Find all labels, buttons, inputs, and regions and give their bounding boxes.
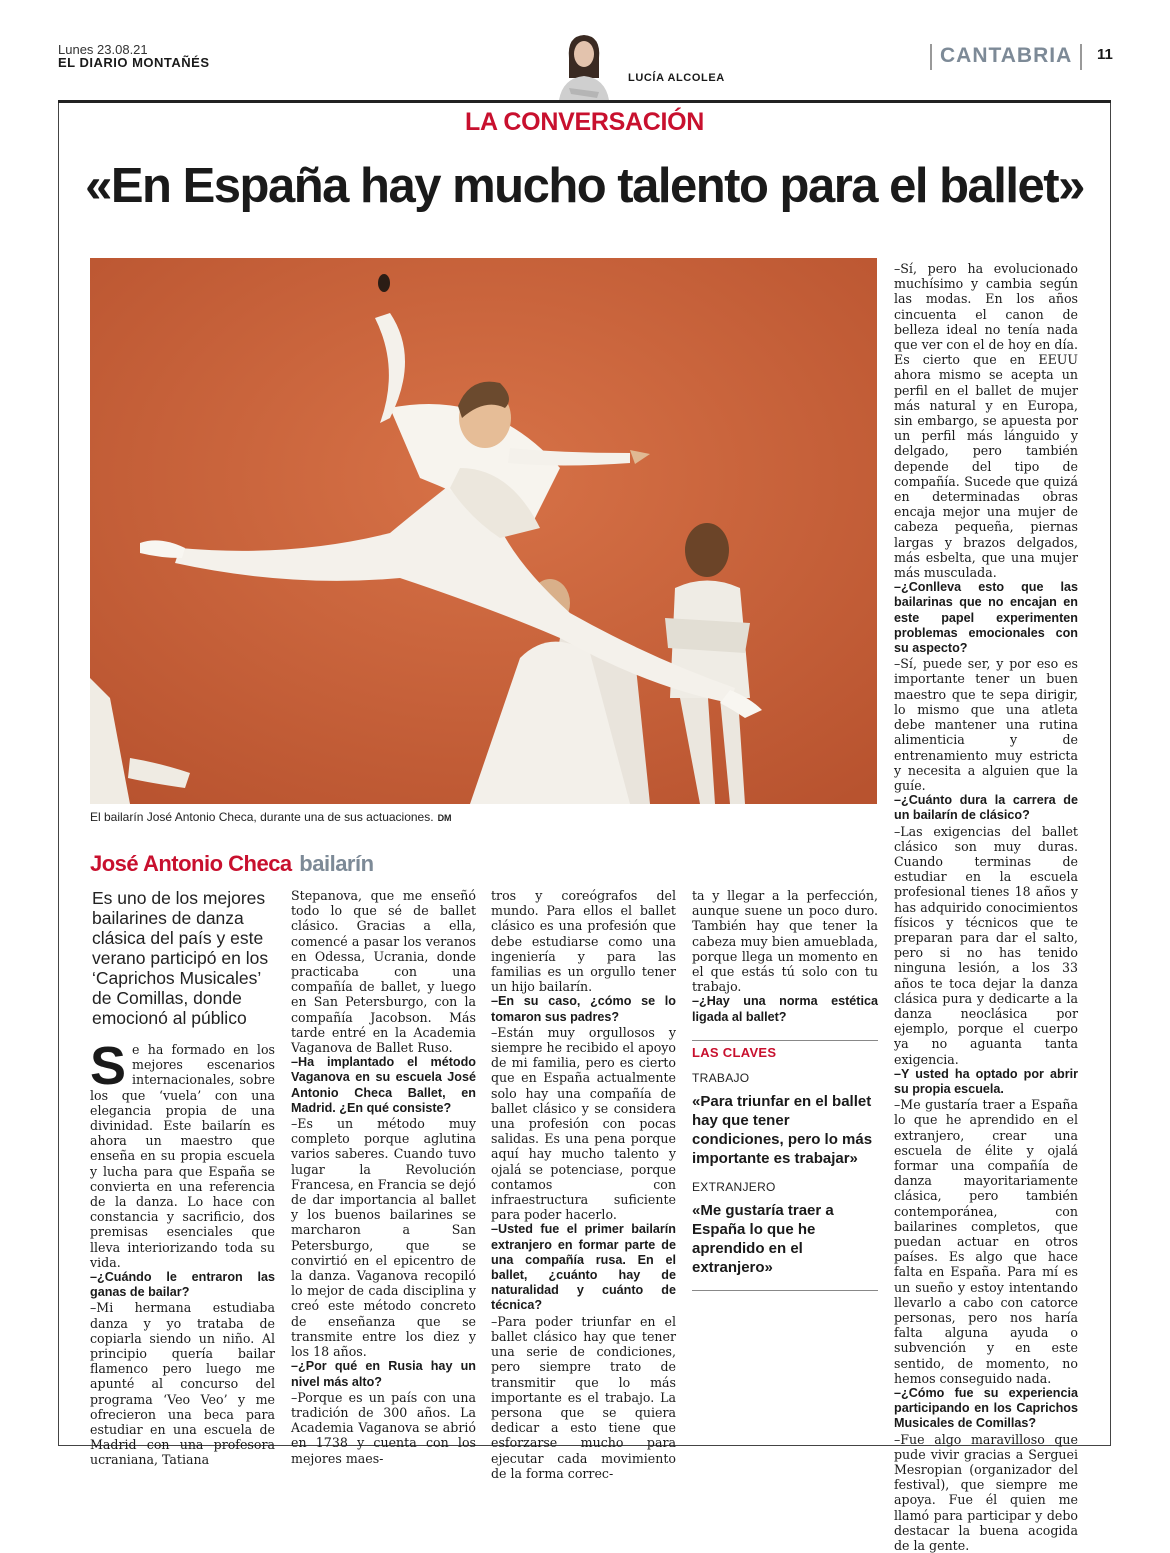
lead-paragraph: e ha formado en los mejores escenarios internacionales, sobre los que ‘vuela’ con una elegancia propia de una divinidad. Este bailarín es ahora un maestro que enseña en su propia escuela y lucha para que España se convierta en una referencia de la danza. Lo hace con constancia y sacrificio, dos premisas esenciales que lleva interiorizando toda su vida.	[90, 1042, 275, 1270]
article-kicker: LA CONVERSACIÓN	[464, 108, 705, 136]
question: –Usted fue el primer bailarín extranjero en formar parte de una compañía rusa. En el ballet, ¿cuánto hay de naturalidad y cuánto de técnica?	[491, 1222, 676, 1313]
section-divider	[1080, 44, 1082, 70]
question: –En su caso, ¿cómo se lo tomaron sus padres?	[491, 994, 676, 1024]
answer: –Porque es un país con una tradición de 300 años. La Academia Vaganova se abrió en 1738 y cuenta con los mejores maes-	[291, 1389, 476, 1466]
answer: –Las exigencias del ballet clásico son muy duras. Cuando terminas de estudiar en la escuela profesional tienes 18 años y has adquirido conocimientos físicos y técnicos que te preparan para dar el salto, pero si no has tenido ninguna lesión, a los 33 años te toca dejar la danza clásica pura y dedicarte a la danza neoclásica por ejemplo, porque el cuerpo ya no aguanta tanta exigencia.	[894, 823, 1078, 1067]
photo-credit: DM	[437, 813, 452, 823]
answer: –Me gustaría traer a España lo que he aprendido en el extranjero, crear una escuela de élite y ojalá formar una compañía de danza mayoritariamente clásica, pero también contemporánea, con bailarines completos, que puedan actuar en otros países. Es algo que hace falta en España. Para mí es un sueño y estoy intentando llevarlo a cabo con catorce personas, pero nos haría falta alguna ayuda o subvención y en este sentido, de momento, no hemos conseguido nada.	[894, 1097, 1078, 1386]
photo-caption	[90, 810, 877, 824]
question: –¿Cuánto dura la carrera de un bailarín de clásico?	[894, 793, 1078, 823]
section-divider	[930, 44, 932, 70]
body-column-3	[491, 888, 676, 1481]
clave-quote: «Me gustaría traer a España lo que he aprendido en el extranjero»	[692, 1202, 834, 1276]
body-column-4	[692, 888, 878, 1025]
body-column-2	[291, 888, 476, 1466]
answer: –Mi hermana estudiaba danza y yo trataba de copiarla siendo un niño. Al principio quería bailar flamenco pero luego me apunté al concurso del programa ‘Veo Veo’ y me ofrecieron una beca para estudiar en una escuela de Madrid con una profesora ucraniana, Tatiana	[90, 1300, 275, 1468]
question: –¿Conlleva esto que las bailarinas que no encajan en este papel experimenten problemas emocionales con su aspecto?	[894, 580, 1078, 656]
question: –¿Cuándo le entraron las ganas de bailar?	[90, 1270, 275, 1300]
answer: –Sí, puede ser, y por eso es importante tener un buen maestro que te sepa dirigir, lo mismo que una atleta debe mantener una rutina alimenticia y de entrenamiento muy estricta y necesita a alguien que la guíe.	[894, 656, 1078, 793]
question: –¿Por qué en Rusia hay un nivel más alto?	[291, 1359, 476, 1389]
claves-title: LAS CLAVES	[692, 1045, 777, 1060]
body-column-1	[90, 1036, 275, 1468]
clave-tag: TRABAJO	[692, 1071, 750, 1085]
clave-item	[692, 1180, 878, 1277]
newspaper-name: EL DIARIO MONTAÑÉS	[58, 55, 210, 70]
article-headline: «En España hay mucho talento para el ballet»	[85, 159, 1084, 213]
question: –Y usted ha optado por abrir su propia escuela.	[894, 1066, 1078, 1096]
answer: –Fue algo maravilloso que pude vivir gracias a Serguei Mesropian (organizador del festival), que siempre me apoya. Fue él quien me llamó para participar y debo destacar la buena acogida de la gente.	[894, 1431, 1078, 1553]
interviewee-byline	[90, 851, 374, 877]
article-photo	[90, 258, 877, 804]
question: –¿Hay una norma estética ligada al ballet?	[692, 994, 878, 1024]
body-column-5	[894, 261, 1078, 1553]
page-number: 11	[1097, 46, 1113, 63]
answer: –Para poder triunfar en el ballet clásico hay que tener una serie de condiciones, pero siempre trato de transmitir que lo más importante es el trabajo. La persona que se quiera dedicar a esto tiene que esforzarse mucho para ejecutar cada movimiento de la forma correc-	[491, 1313, 676, 1481]
issue-date: Lunes 23.08.21	[58, 42, 148, 57]
answer: –Están muy orgullosos y siempre he recibido el apoyo de mi familia, pero es cierto que en España actualmente solo hay una compañía de ballet clásico y se considera una profesión con pocas salidas. Es una pena porque aquí hay mucho talento y ojalá se potenciase, porque contamos con infraestructura suficiente para poder hacerlo.	[491, 1024, 676, 1223]
clave-tag: EXTRANJERO	[692, 1180, 776, 1194]
answer: –Es un método muy completo porque aglutina varios saberes. Cuando tuvo lugar la Revolución Francesa, en Francia se dejó de dar importancia al ballet y los buenos bailarines se marcharon a San Petersburgo, que se convirtió en el epicentro de la danza. Vaganova recopiló lo mejor de cada disciplina y creó este método concreto de enseñanza que se transmite entre los diez y los 18 años.	[291, 1116, 476, 1360]
answer: tros y coreógrafos del mundo. Para ellos el ballet clásico es una profesión que debe estudiarse como una ingeniería y para las familias es un orgullo tener un hijo bailarín.	[491, 888, 676, 995]
dropcap: S	[90, 1036, 127, 1096]
article-intro: Es uno de los mejores bailarines de danza clásica del país y este verano participó en los ‘Caprichos Musicales’ de Comillas, donde emocionó al público	[92, 888, 269, 1028]
claves-bottom-rule	[692, 1290, 878, 1291]
author-photo	[555, 30, 613, 100]
answer: ta y llegar a la perfección, aunque suene un poco duro. También hay que tener la cabeza muy bien amueblada, porque llega un momento en el que estás tú solo con tu trabajo.	[692, 888, 878, 995]
author-name: LUCÍA ALCOLEA	[628, 72, 725, 84]
interviewee-name: José Antonio Checa	[90, 851, 292, 876]
section-name: CANTABRIA	[940, 44, 1073, 67]
interviewee-role: bailarín	[299, 851, 374, 876]
clave-item	[692, 1071, 878, 1168]
question: –¿Cómo fue su experiencia participando en los Caprichos Musicales de Comillas?	[894, 1386, 1078, 1431]
clave-quote: «Para triunfar en el ballet hay que tener condiciones, pero lo más importante es trabajar»	[692, 1093, 873, 1167]
question: –Ha implantado el método Vaganova en su escuela José Antonio Checa Ballet, en Madrid. ¿En qué consiste?	[291, 1055, 476, 1115]
caption-text: El bailarín José Antonio Checa, durante una de sus actuaciones.	[90, 810, 434, 824]
answer: Stepanova, que me enseñó todo lo que sé de ballet clásico. Gracias a ella, comencé a pasar los veranos en Odessa, Ucrania, donde practicaba con una compañía de ballet, y luego en San Petersburgo, con la compañía Jacobson. Más tarde entré en la Academia Vaganova de Ballet Ruso.	[291, 888, 476, 1056]
answer: –Sí, pero ha evolucionado muchísimo y cambia según las modas. En los años cincuenta el canon de belleza ideal no tenía nada que ver con el de hoy en día. Es cierto que en EEUU ahora mismo se acepta un perfil en el ballet de mujer más natural y en Europa, sin embargo, se apuesta por un perfil más lánguido y delgado, pero también depende del tipo de compañía. Sucede que quizá en determinadas obras encaja mejor una mujer de cabeza pequeña, piernas largas y brazos delgados, más esbelta, que una mujer más musculada.	[894, 261, 1078, 581]
claves-rule	[692, 1040, 878, 1041]
